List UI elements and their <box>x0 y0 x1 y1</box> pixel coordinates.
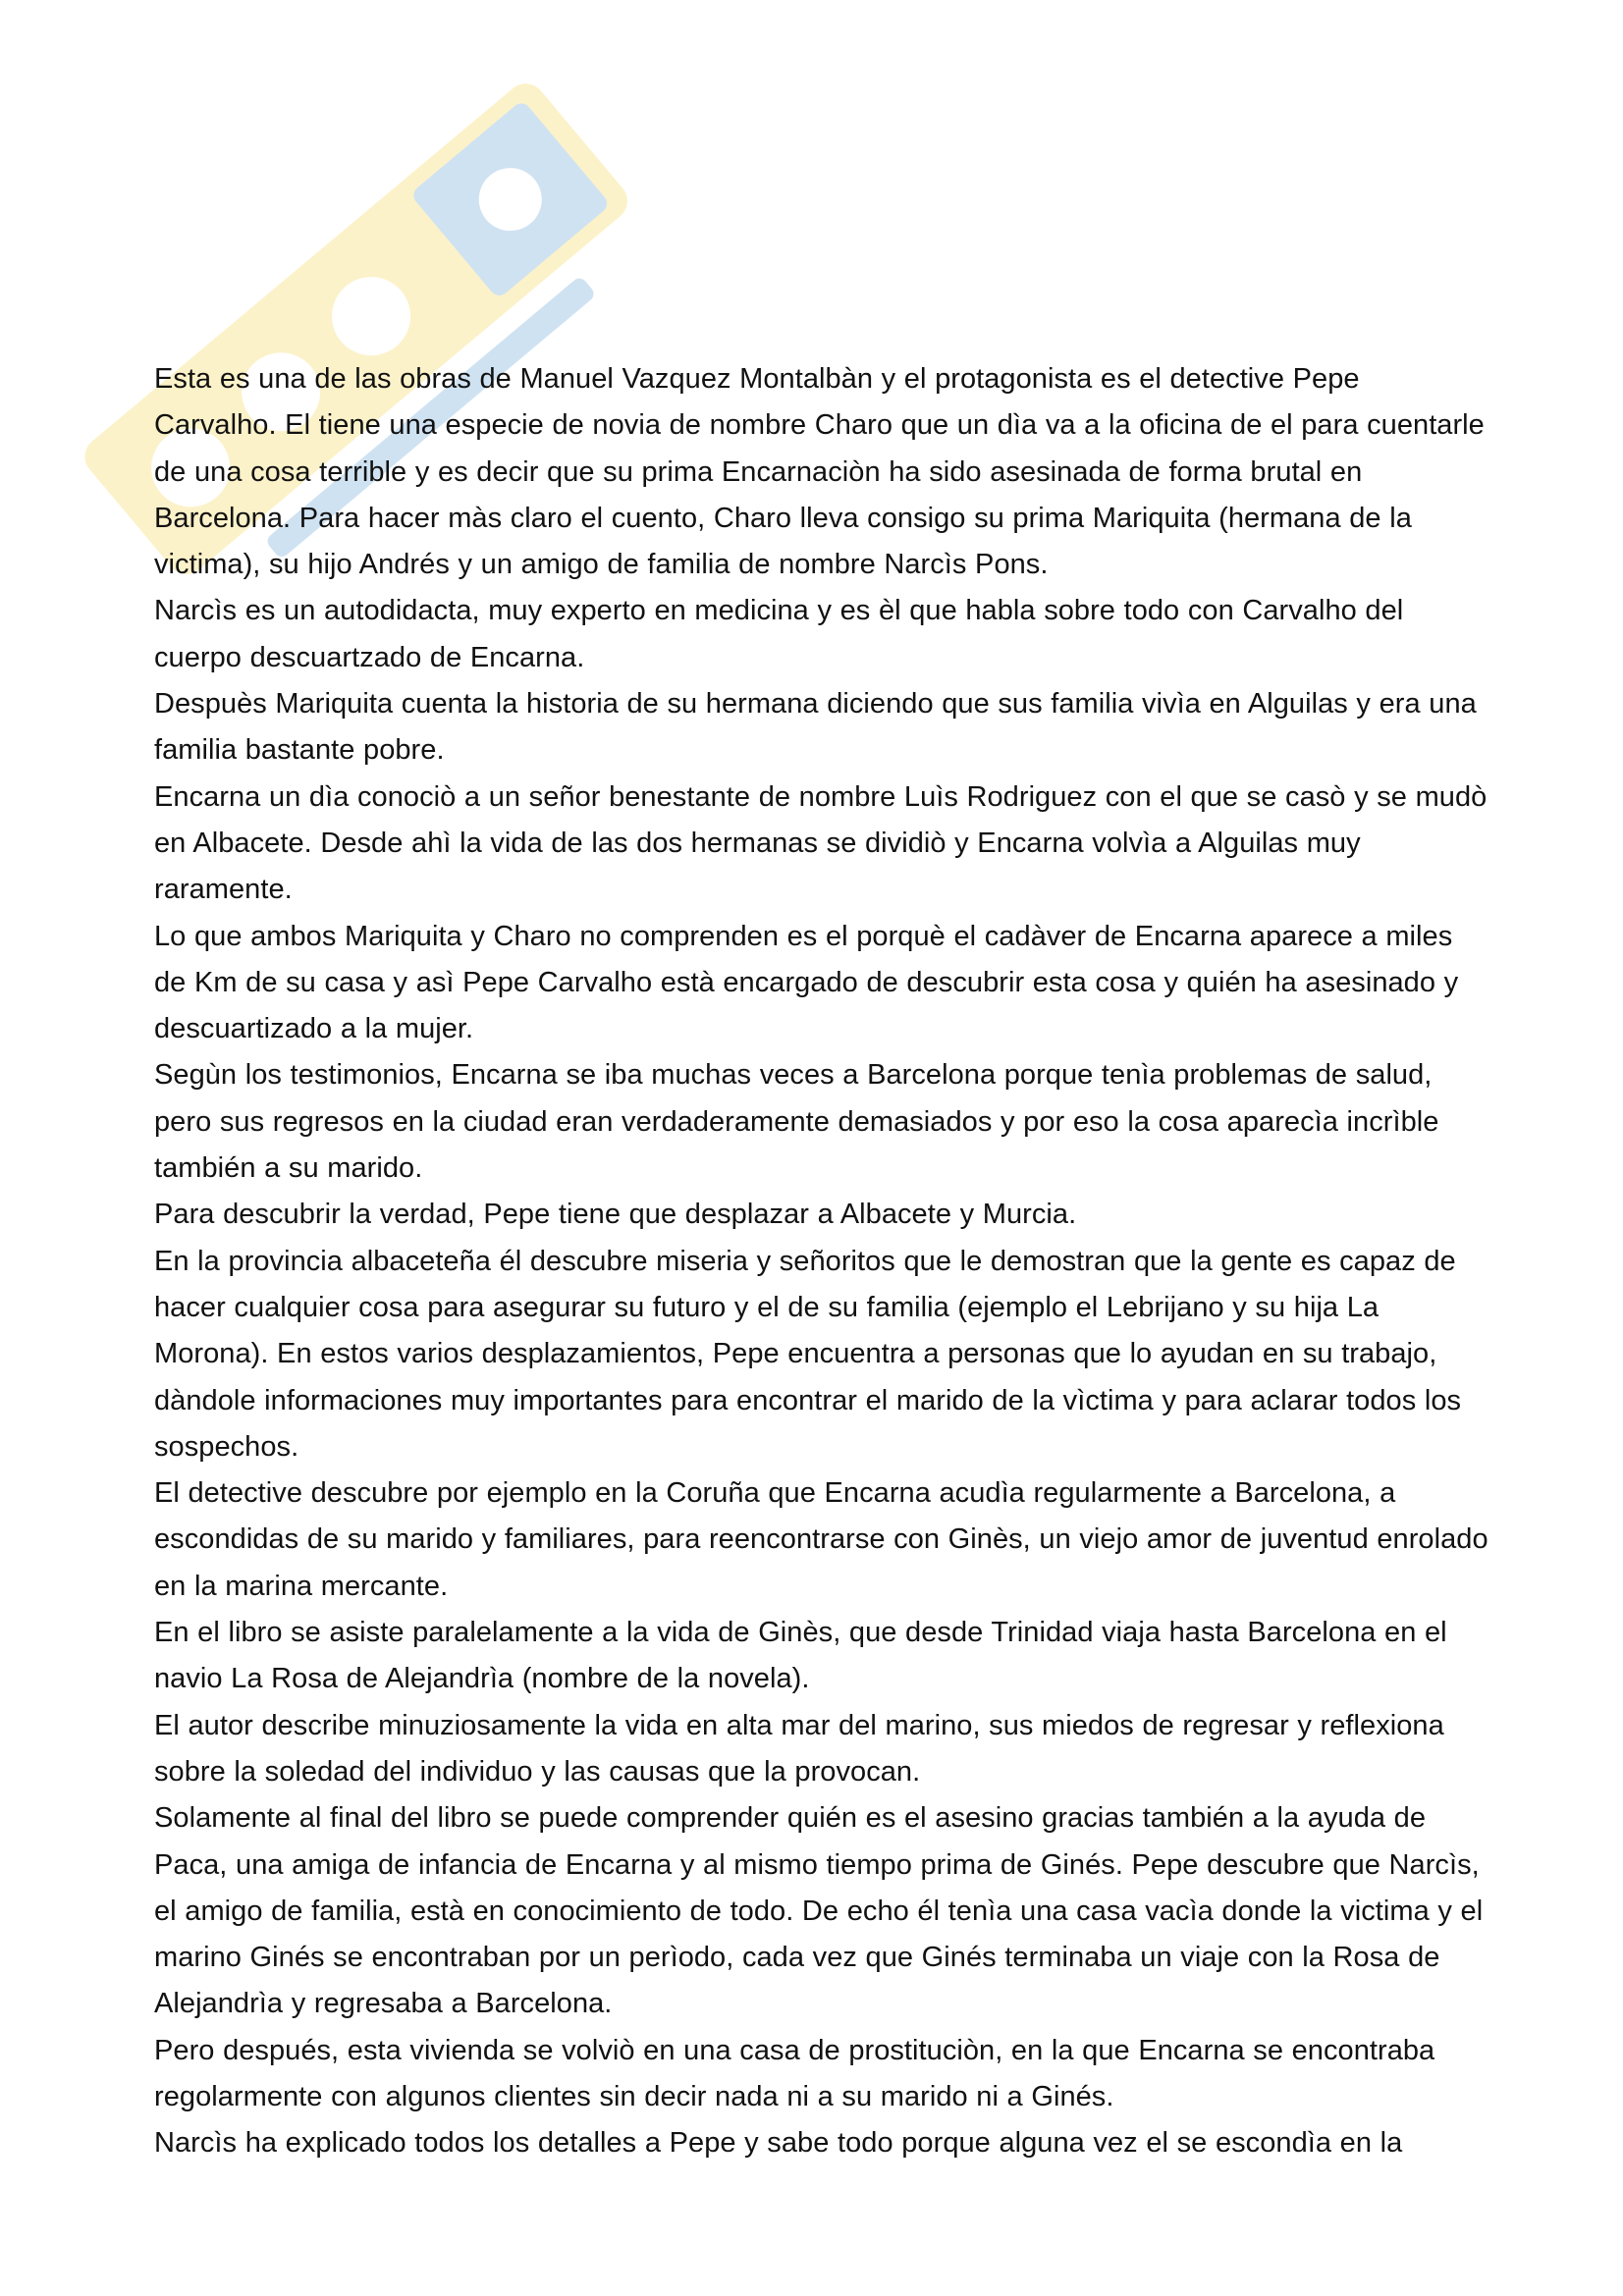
paragraph: El detective descubre por ejemplo en la Coruña que Encarna acudìa regularmente a Barcelona, a escondidas de su marido y familiares, para reencontrarse con Ginès, un viejo amor de juventud enrolado en la marina mercante. <box>154 1477 1488 1602</box>
paragraph: En el libro se asiste paralelamente a la vida de Ginès, que desde Trinidad viaja hasta Barcelona en el navio La Rosa de Alejandrìa (nombre de la novela). <box>154 1617 1447 1695</box>
paragraph: En la provincia albaceteña él descubre miseria y señoritos que le demostran que la gente es capaz de hacer cualquier cosa para asegurar su futuro y el de su familia (ejemplo el Lebrijano y su hija La Morona). En estos varios desplazamientos, Pepe encuentra a personas que lo ayudan en su trabajo, dàndole informaciones muy importantes para encontrar el marido de la vìctima y para aclarar todos los sospechos. <box>154 1245 1462 1463</box>
paragraph: Para descubrir la verdad, Pepe tiene que desplazar a Albacete y Murcia. <box>154 1199 1077 1231</box>
paragraph: Narcìs ha explicado todos los detalles a Pepe y sabe todo porque alguna vez el se escondìa en la <box>154 2127 1403 2160</box>
paragraph: El autor describe minuziosamente la vida en alta mar del marino, sus miedos de regresar y reflexiona sobre la soledad del individuo y las causas que la provocan. <box>154 1709 1444 1788</box>
paragraph: Solamente al final del libro se puede comprender quién es el asesino gracias también a la ayuda de Paca, una amiga de infancia de Encarna y al mismo tiempo prima de Ginés. Pepe descubre que Narcìs, el amigo de familia, està en conocimiento de todo. De echo él tenìa una casa vacìa donde la victima y el marino Ginés se encontraban por un perìodo, cada vez que Ginés terminaba un viaje con la Rosa de Alejandrìa y regresaba a Barcelona. <box>154 1802 1484 2020</box>
paragraph: Narcìs es un autodidacta, muy experto en medicina y es èl que habla sobre todo con Carvalho del cuerpo descuartzado de Encarna. <box>154 595 1404 673</box>
paragraph: Esta es una de las obras de Manuel Vazquez Montalbàn y el protagonista es el detective Pepe Carvalho. El tiene una especie de novia de nombre Charo que un dìa va a la oficina de el para cuentarle de una cosa terrible y es decir que su prima Encarnaciòn ha sido asesinada de forma brutal en Barcelona. Para hacer màs claro el cuento, Charo lleva consigo su prima Mariquita (hermana de la victima), su hijo Andrés y un amigo de familia de nombre Narcìs Pons. <box>154 363 1485 581</box>
paragraph: Despuès Mariquita cuenta la historia de su hermana diciendo que sus familia vivìa en Alguilas y era una familia bastante pobre. <box>154 688 1477 767</box>
paragraph: Encarna un dìa conociò a un señor benestante de nombre Luìs Rodriguez con el que se casò y se mudò en Albacete. Desde ahì la vida de las dos hermanas se dividiò y Encarna volvìa a Alguilas muy raramente. <box>154 780 1488 906</box>
paragraph: Segùn los testimonios, Encarna se iba muchas veces a Barcelona porque tenìa problemas de salud, pero sus regresos en la ciudad eran verdaderamente demasiados y por eso la cosa aparecìa incrìble también a su marido. <box>154 1059 1439 1185</box>
document-body <box>154 356 1489 2167</box>
paragraph: Lo que ambos Mariquita y Charo no comprenden es el porquè el cadàver de Encarna aparece a miles de Km de su casa y asì Pepe Carvalho està encargado de descubrir esta cosa y quién ha asesinado y descuartizado a la mujer. <box>154 920 1459 1045</box>
paragraph: Pero después, esta vivienda se volviò en una casa de prostituciòn, en la que Encarna se encontraba regolarmente con algunos clientes sin decir nada ni a su marido ni a Ginés. <box>154 2034 1435 2112</box>
